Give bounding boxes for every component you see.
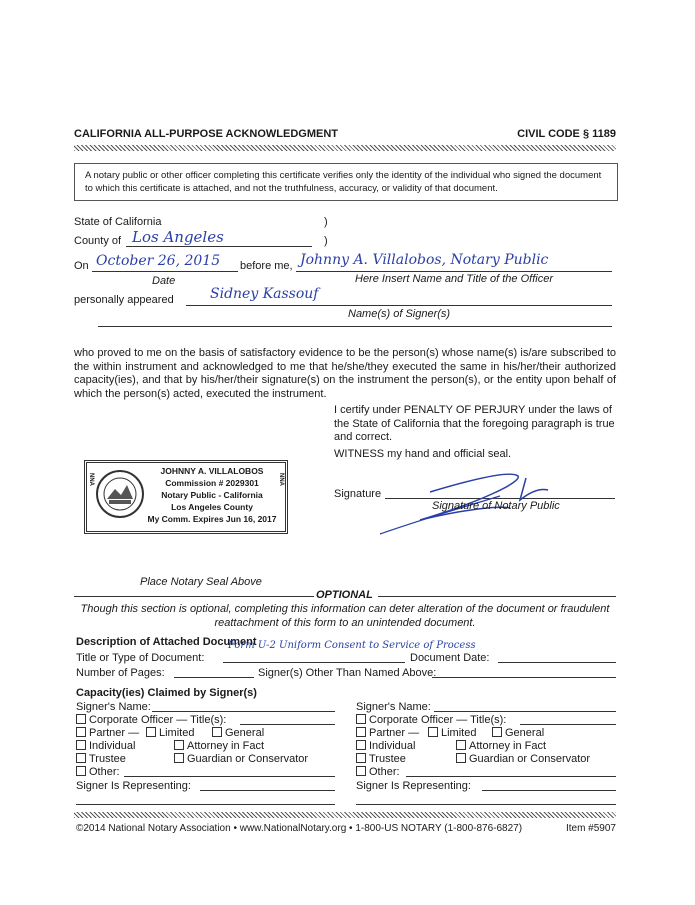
optional-text: Though this section is optional, completing this information can deter alteration of the document or fraudulent reattachment of this form to an unintended document. bbox=[80, 603, 610, 629]
form-title: CALIFORNIA ALL-PURPOSE ACKNOWLEDGMENT bbox=[74, 128, 338, 140]
left-other-checkbox[interactable] bbox=[76, 766, 86, 776]
left-corporate-line bbox=[240, 724, 335, 725]
state-seal-icon bbox=[95, 469, 145, 519]
seal-expires: My Comm. Expires Jun 16, 2017 bbox=[147, 514, 277, 524]
bracket-2: ) bbox=[324, 235, 328, 247]
seal-side-left: NNA bbox=[88, 473, 94, 486]
county-line bbox=[126, 246, 312, 247]
officer-caption: Here Insert Name and Title of the Officer bbox=[355, 273, 553, 285]
left-limited-label: Limited bbox=[159, 727, 195, 739]
left-partner-checkbox[interactable] bbox=[76, 727, 86, 737]
left-signer-name-line bbox=[152, 711, 335, 712]
right-general-checkbox[interactable] bbox=[492, 727, 502, 737]
optional-title: OPTIONAL bbox=[316, 589, 373, 601]
right-guardian-label: Guardian or Conservator bbox=[469, 753, 591, 765]
right-partner-label: Partner — bbox=[369, 727, 420, 739]
signature-label: Signature bbox=[334, 488, 382, 500]
other-signers-line bbox=[432, 677, 616, 678]
right-signer-name-line bbox=[434, 711, 616, 712]
witness-text: WITNESS my hand and official seal. bbox=[334, 448, 512, 460]
left-representing: Signer Is Representing: bbox=[76, 780, 191, 792]
state-label: State of California bbox=[74, 216, 162, 228]
notice-box bbox=[74, 163, 618, 201]
signer-line-2 bbox=[98, 326, 612, 327]
seal-commission: Commission # 2029301 bbox=[165, 478, 259, 488]
right-bottom-line bbox=[356, 804, 616, 805]
left-corporate-checkbox[interactable] bbox=[76, 714, 86, 724]
right-other-line bbox=[406, 776, 616, 777]
seal-name: JOHNNY A. VILLALOBOS bbox=[160, 466, 264, 476]
signer-value: Sidney Kassouf bbox=[210, 286, 319, 302]
left-individual-label: Individual bbox=[89, 740, 136, 752]
seal-county: Los Angeles County bbox=[171, 502, 253, 512]
left-general-label: General bbox=[225, 727, 265, 739]
left-partner-label: Partner — bbox=[89, 727, 140, 739]
left-attorney-checkbox[interactable] bbox=[174, 740, 184, 750]
officer-line bbox=[296, 271, 612, 272]
top-divider bbox=[74, 145, 616, 151]
left-other-label: Other: bbox=[89, 766, 120, 778]
optional-rule-left bbox=[74, 596, 314, 597]
doc-date-label: Document Date: bbox=[410, 652, 490, 664]
bracket-1: ) bbox=[324, 216, 328, 228]
proof-paragraph: who proved to me on the basis of satisfactory evidence to be the person(s) whose name(s) is/are subscribed to the within instrument and acknowledged to me that he/she/they executed the same in his/her/their authorized capacity(ies), and that by his/her/their signature(s) on the instrument the person(s), or the entity upon behalf of which the person(s) acted, executed the instrument. bbox=[74, 347, 616, 400]
pages-label: Number of Pages: bbox=[76, 667, 165, 679]
right-individual-checkbox[interactable] bbox=[356, 740, 366, 750]
notary-seal bbox=[84, 460, 288, 534]
doc-title-value: Form U-2 Uniform Consent to Service of Process bbox=[228, 640, 476, 651]
left-general-checkbox[interactable] bbox=[212, 727, 222, 737]
left-bottom-line bbox=[76, 804, 335, 805]
doc-title-line bbox=[223, 662, 405, 663]
right-limited-label: Limited bbox=[441, 727, 477, 739]
right-corporate-label: Corporate Officer — Title(s): bbox=[369, 714, 507, 726]
right-corporate-checkbox[interactable] bbox=[356, 714, 366, 724]
left-limited-checkbox[interactable] bbox=[146, 727, 156, 737]
left-attorney-label: Attorney in Fact bbox=[187, 740, 265, 752]
signer-line bbox=[186, 305, 612, 306]
notice-text: A notary public or other officer completing this certificate verifies only the identity of the individual who signed the document to which this certificate is attached, and not the truthfulness, accuracy, or validity of that document. bbox=[85, 170, 602, 194]
description-heading: Description of Attached Document bbox=[76, 636, 257, 648]
officer-value: Johnny A. Villalobos, Notary Public bbox=[300, 252, 549, 268]
pages-line bbox=[174, 677, 254, 678]
right-partner-checkbox[interactable] bbox=[356, 727, 366, 737]
bottom-divider bbox=[74, 812, 616, 818]
civil-code: CIVIL CODE § 1189 bbox=[517, 128, 616, 140]
seal-title: Notary Public - California bbox=[161, 490, 263, 500]
certify-paragraph: I certify under PENALTY OF PERJURY under the laws of the State of California that the foregoing paragraph is true and correct. bbox=[334, 404, 615, 443]
left-trustee-label: Trustee bbox=[89, 753, 126, 765]
other-signers-label: Signer(s) Other Than Named Above: bbox=[258, 667, 437, 679]
signer-caption: Name(s) of Signer(s) bbox=[348, 308, 451, 320]
right-other-label: Other: bbox=[369, 766, 400, 778]
left-individual-checkbox[interactable] bbox=[76, 740, 86, 750]
doc-date-line bbox=[498, 662, 616, 663]
footer-item: Item #5907 bbox=[565, 823, 616, 834]
right-attorney-checkbox[interactable] bbox=[456, 740, 466, 750]
signature-caption: Signature of Notary Public bbox=[432, 500, 560, 512]
right-representing: Signer Is Representing: bbox=[356, 780, 471, 792]
county-value: Los Angeles bbox=[132, 228, 224, 246]
right-trustee-label: Trustee bbox=[369, 753, 406, 765]
left-trustee-checkbox[interactable] bbox=[76, 753, 86, 763]
left-representing-line bbox=[200, 790, 335, 791]
footer-text: ©2014 National Notary Association • www.NationalNotary.org • 1-800-US NOTARY (1-800-876-6827) bbox=[76, 823, 523, 834]
right-limited-checkbox[interactable] bbox=[428, 727, 438, 737]
date-line bbox=[92, 271, 238, 272]
right-attorney-label: Attorney in Fact bbox=[469, 740, 547, 752]
left-guardian-label: Guardian or Conservator bbox=[187, 753, 309, 765]
left-guardian-checkbox[interactable] bbox=[174, 753, 184, 763]
right-other-checkbox[interactable] bbox=[356, 766, 366, 776]
before-label: before me, bbox=[240, 260, 293, 272]
doc-title-label: Title or Type of Document: bbox=[76, 652, 205, 664]
right-general-label: General bbox=[505, 727, 545, 739]
right-representing-line bbox=[482, 790, 616, 791]
right-trustee-checkbox[interactable] bbox=[356, 753, 366, 763]
date-caption: Date bbox=[152, 275, 176, 287]
seal-side-right: NNA bbox=[278, 473, 284, 486]
capacity-heading: Capacity(ies) Claimed by Signer(s) bbox=[76, 687, 257, 699]
county-label: County of bbox=[74, 235, 122, 247]
left-other-line bbox=[124, 776, 335, 777]
on-label: On bbox=[74, 260, 89, 272]
right-individual-label: Individual bbox=[369, 740, 416, 752]
date-value: October 26, 2015 bbox=[96, 253, 221, 269]
right-signer-name: Signer's Name: bbox=[356, 701, 431, 713]
seal-caption: Place Notary Seal Above bbox=[140, 576, 262, 588]
left-signer-name: Signer's Name: bbox=[76, 701, 151, 713]
right-corporate-line bbox=[520, 724, 616, 725]
appeared-label: personally appeared bbox=[74, 294, 174, 306]
right-guardian-checkbox[interactable] bbox=[456, 753, 466, 763]
left-corporate-label: Corporate Officer — Title(s): bbox=[89, 714, 227, 726]
optional-rule-right bbox=[378, 596, 616, 597]
